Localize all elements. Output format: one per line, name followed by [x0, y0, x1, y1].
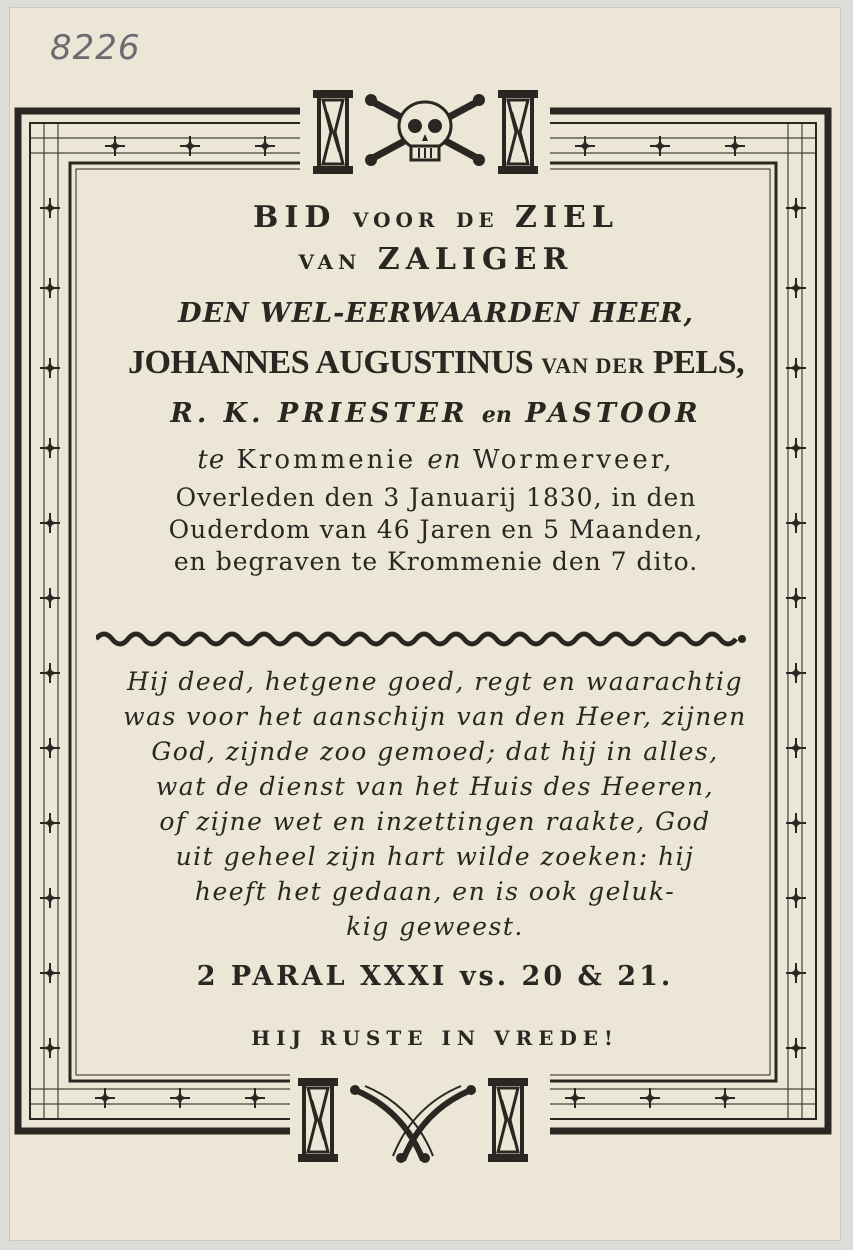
verse-line: heeft het gedaan, en is ook geluk-: [194, 877, 676, 906]
parish-line: te Krommenie en Wormerveer,: [197, 445, 675, 475]
reverend-line: DEN WEL-EERWAARDEN HEER,: [178, 298, 694, 329]
verse-line: uit geheel zijn hart wilde zoeken: hij: [175, 842, 695, 871]
memorial-card: [10, 8, 840, 1240]
verse-line: was voor het aanschijn van den Heer, zijnen: [123, 702, 747, 731]
death-line-3: en begraven te Krommenie den 7 dito.: [173, 547, 699, 576]
verse-line: Hij deed, hetgene goed, regt en waarachtig: [126, 667, 744, 696]
verse-line: kig geweest.: [346, 912, 524, 941]
bible-verse: [80, 664, 790, 944]
death-line-2: Ouderdom van 46 Jaren en 5 Maanden,: [168, 515, 704, 544]
closing-prayer: HIJ RUSTE IN VREDE!: [251, 1026, 619, 1050]
title-line-2: VAN ZALIGER: [298, 242, 574, 277]
deceased-name: JOHANNES AUGUSTINUS VAN DER PELS,: [127, 344, 745, 381]
verse-line: wat de dienst van het Huis des Heeren,: [155, 772, 715, 801]
ornamental-border: [10, 8, 840, 1240]
scripture-reference: 2 PARAL XXXI vs. 20 & 21.: [196, 961, 674, 992]
dedication-text: [86, 198, 786, 578]
verse-line: of zijne wet en inzettingen raakte, God: [159, 807, 711, 836]
catalog-number: 8226: [50, 28, 141, 68]
title-line-1: BID VOOR DE ZIEL: [253, 200, 619, 235]
office-line: R. K. PRIESTER en PASTOOR: [170, 398, 702, 429]
verse-line: God, zijnde zoo gemoed; dat hij in alles,: [151, 737, 719, 766]
ornamental-divider: [96, 631, 746, 647]
death-line-1: Overleden den 3 Januarij 1830, in den: [175, 483, 697, 512]
